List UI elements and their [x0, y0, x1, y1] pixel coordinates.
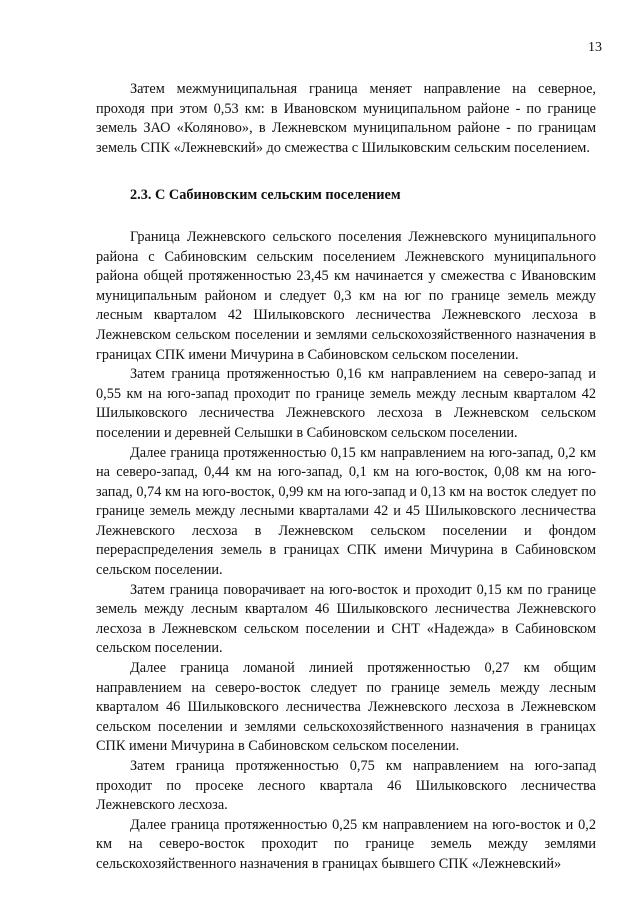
paragraph-2: Затем граница протяженностью 0,16 км направлением на северо-запад и 0,55 км на юго-запад проходит по границе земель между лесным кварталом 42 Шилыковского лесничества Лежневского лесхоза в Лежневском сельском поселении и деревней Селышки в Сабиновском сельском поселении. [96, 366, 596, 441]
intro-paragraph: Затем межмуниципальная граница меняет направление на северное, проходя при этом 0,53 км: в Ивановском муниципальном районе - по границе земель ЗАО «Коляново», в Лежневском муниципальном районе - по границам земель СПК «Лежневский» до смежества с Шилыковским сельским поселением. [96, 81, 596, 156]
paragraph-6: Затем граница протяженностью 0,75 км направлением на юго-запад проходит по просеке лесного квартала 46 Шилыковского лесничества Лежневского лесхоза. [96, 758, 596, 814]
paragraph-1: Граница Лежневского сельского поселения Лежневского муниципального района с Сабиновским сельским поселением Лежневского муниципального района общей протяженностью 23,45 км начинается у смежества с Ивановским муниципальным районом и следует 0,3 км на юг по границе земель между лесным кварталом 42 Шилыковского лесничества Лежневского лесхоза в Лежневском сельском поселении и землями сельскохозяйственного назначения в границах СПК имени Мичурина в Сабиновском сельском поселении. [96, 228, 596, 363]
page-number: 13 [588, 40, 602, 55]
document-body [96, 80, 596, 875]
paragraph-4: Затем граница поворачивает на юго-восток и проходит 0,15 км по границе земель между лесным кварталом 46 Шилыковского лесничества Лежневского лесхоза в Лежневском сельском поселении и СНТ «Надежда» в Сабиновском сельском поселении. [96, 581, 596, 657]
paragraph-5: Далее граница ломаной линией протяженностью 0,27 км общим направлением на северо-восток следует по границе земель между лесным кварталом 46 Шилыковского лесничества Лежневского лесхоза в Лежневском сельском поселении и землями сельскохозяйственного назначения в границах СПК имени Мичурина в Сабиновском сельском поселении. [96, 660, 596, 755]
section-heading: 2.3. С Сабиновским сельским поселением [130, 187, 401, 204]
paragraph-3: Далее граница протяженностью 0,15 км направлением на юго-запад, 0,2 км на северо-запад, 0,44 км на юго-запад, 0,1 км на юго-восток, 0,08 км на юго-запад, 0,74 км на юго-восток, 0,99 км на юго-запад и 0,13 км на восток следует по границе земель между лесными кварталами 42 и 45 Шилыковского лесничества Лежневского лесхоза в Лежневском сельском поселении и фондом перераспределения земель в границах СПК имени Мичурина в Сабиновском сельском поселении. [96, 444, 596, 579]
paragraph-7: Далее граница протяженностью 0,25 км направлением на юго-восток и 0,2 км на северо-восток проходит по границе земель между землями сельскохозяйственного назначения в границах бывшего СПК «Лежневский» [96, 816, 596, 872]
